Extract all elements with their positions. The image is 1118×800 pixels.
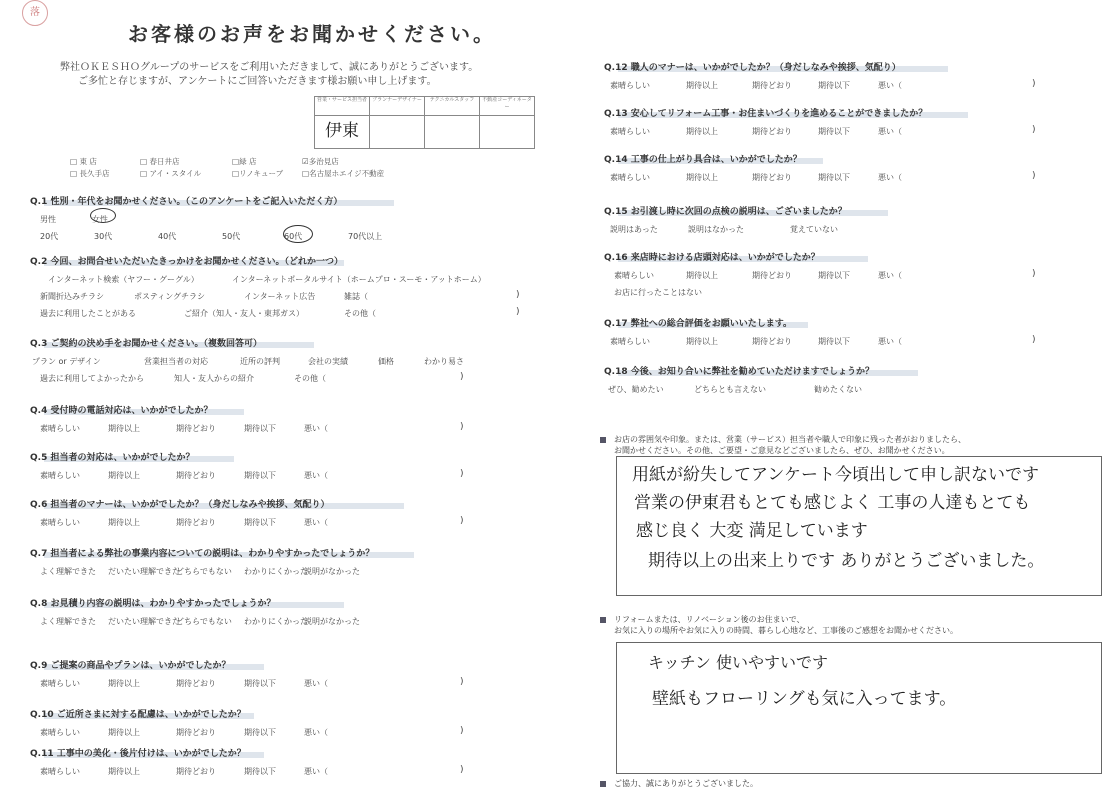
- left-q9-option-0-4[interactable]: 悪い（: [304, 728, 328, 737]
- staff-value-realestate: [480, 116, 535, 149]
- store-tajimi[interactable]: ☑多治見店: [302, 157, 339, 166]
- left-q1-option-2-2[interactable]: その他（: [344, 309, 376, 318]
- right-q4-option-1-0[interactable]: お店に行ったことはない: [614, 288, 702, 297]
- left-q9-option-0-3[interactable]: 期待以下: [244, 728, 276, 737]
- right-q1-option-0-3[interactable]: 期待以下: [818, 127, 850, 136]
- left-q7-option-0-3[interactable]: わかりにくかった: [244, 617, 308, 626]
- left-q7-option-0-4[interactable]: 説明がなかった: [304, 617, 360, 626]
- left-q5-option-0-1[interactable]: 期待以上: [108, 518, 140, 527]
- right-label-5: Q.17 弊社への総合評価をお願いいたします。: [604, 319, 793, 329]
- right-label-0: Q.12 職人のマナーは、いかがでしたか？（身だしなみや挨拶、気配り）: [604, 63, 901, 73]
- right-q4-option-0-2[interactable]: 期待どおり: [752, 271, 792, 280]
- comment-2-line-1: キッチン 使いやすいです: [648, 653, 828, 672]
- left-q9-option-0-1[interactable]: 期待以上: [108, 728, 140, 737]
- store-kasugai[interactable]: □ 春日井店: [140, 157, 180, 166]
- left-q0-option-1-0[interactable]: 20代: [40, 232, 59, 241]
- left-label-2: Q.3 ご契約の決め手をお聞かせください。（複数回答可）: [30, 339, 262, 349]
- bullet-square-icon: [600, 437, 606, 443]
- staff-value-technical: [425, 116, 480, 149]
- comment-prompt-2: リフォームまたは、リノベーション後のお住まいで、 お気に入りの場所やお気に入りの時間、暮らし心地など、工事後のご感想をお聞かせください。: [600, 614, 958, 636]
- thanks-note: ご協力、誠にありがとうございました。: [600, 778, 758, 789]
- right-q1-option-0-2[interactable]: 期待どおり: [752, 127, 792, 136]
- right-q3-option-0-2[interactable]: 覚えていない: [790, 225, 838, 234]
- staff-header-realestate: 不動産コーディネーター: [480, 97, 535, 116]
- left-q2-option-0-2[interactable]: 近所の評判: [240, 357, 280, 366]
- left-q10-close-paren-0: ): [460, 765, 464, 775]
- page-title: お客様のお声をお聞かせください。: [128, 22, 496, 46]
- comment-1-line-2: 営業の伊東君もとても感じよく 工事の人達もとても: [634, 493, 1031, 513]
- left-q5-close-paren-0: ): [460, 516, 464, 526]
- intro-line-1: 弊社ＯＫＥＳＨＯグループのサービスをご利用いただきまして、誠にありがとうございます。: [60, 62, 479, 73]
- staff-value-sales: 伊東: [315, 116, 370, 149]
- right-q1-option-0-4[interactable]: 悪い（: [878, 127, 902, 136]
- right-q5-option-0-3[interactable]: 期待以下: [818, 337, 850, 346]
- left-q0-option-1-4[interactable]: 60代: [284, 232, 303, 241]
- right-q1-close-paren-0: ): [1032, 125, 1036, 135]
- left-q6-option-0-0[interactable]: よく理解できた: [40, 567, 96, 576]
- left-q9-option-0-0[interactable]: 素晴らしい: [40, 728, 80, 737]
- left-q2-option-1-0[interactable]: 過去に利用してよかったから: [40, 374, 144, 383]
- left-q1-option-1-0[interactable]: 新聞折込みチラシ: [40, 292, 104, 301]
- comment-2-line-2: 壁紙もフローリングも気に入ってます。: [652, 689, 957, 709]
- right-q2-option-0-1[interactable]: 期待以上: [686, 173, 718, 182]
- left-q10-option-0-3[interactable]: 期待以下: [244, 767, 276, 776]
- left-q5-option-0-2[interactable]: 期待どおり: [176, 518, 216, 527]
- right-q4-option-0-3[interactable]: 期待以下: [818, 271, 850, 280]
- left-q2-option-0-1[interactable]: 営業担当者の対応: [144, 357, 208, 366]
- left-q2-option-1-2[interactable]: その他（: [294, 374, 326, 383]
- left-q3-option-0-3[interactable]: 期待以下: [244, 424, 276, 433]
- left-q6-option-0-1[interactable]: だいたい理解できた: [108, 567, 180, 576]
- left-q4-option-0-3[interactable]: 期待以下: [244, 471, 276, 480]
- left-q4-option-0-0[interactable]: 素晴らしい: [40, 471, 80, 480]
- right-q3-option-0-1[interactable]: 説明はなかった: [688, 225, 744, 234]
- right-q4-option-0-0[interactable]: 素晴らしい: [614, 271, 654, 280]
- right-q5-option-0-2[interactable]: 期待どおり: [752, 337, 792, 346]
- store-midori[interactable]: □緑 店: [232, 157, 257, 166]
- bullet-square-icon: [600, 781, 606, 787]
- store-nagoya-realestate[interactable]: □名古屋ホエイジ不動産: [302, 169, 385, 178]
- left-q5-option-0-4[interactable]: 悪い（: [304, 518, 328, 527]
- left-q2-option-1-1[interactable]: 知人・友人からの紹介: [174, 374, 254, 383]
- right-q0-option-0-3[interactable]: 期待以下: [818, 81, 850, 90]
- left-label-6: Q.7 担当者による弊社の事業内容についての説明は、わかりやすかったでしょうか？: [30, 549, 375, 559]
- left-q3-option-0-1[interactable]: 期待以上: [108, 424, 140, 433]
- right-q0-option-0-0[interactable]: 素晴らしい: [610, 81, 650, 90]
- right-q5-close-paren-0: ): [1032, 335, 1036, 345]
- left-q0-option-0-0[interactable]: 男性: [40, 215, 56, 224]
- right-label-2: Q.14 工事の仕上がり具合は、いかがでしたか？: [604, 155, 802, 165]
- staff-header-sales: 営業・サービス担当者: [315, 97, 370, 116]
- right-label-4: Q.16 来店時における店頭対応は、いかがでしたか？: [604, 253, 820, 263]
- left-q6-option-0-4[interactable]: 説明がなかった: [304, 567, 360, 576]
- staff-table: [314, 96, 535, 149]
- left-label-4: Q.5 担当者の対応は、いかがでしたか？: [30, 453, 195, 463]
- right-q2-option-0-3[interactable]: 期待以下: [818, 173, 850, 182]
- right-q1-option-0-1[interactable]: 期待以上: [686, 127, 718, 136]
- left-label-10: Q.11 工事中の美化・後片付けは、いかがでしたか？: [30, 749, 246, 759]
- right-label-3: Q.15 お引渡し時に次回の点検の説明は、ございましたか？: [604, 207, 847, 217]
- left-q7-option-0-1[interactable]: だいたい理解できた: [108, 617, 180, 626]
- left-q10-option-0-4[interactable]: 悪い（: [304, 767, 328, 776]
- right-q6-option-0-0[interactable]: ぜひ、勧めたい: [608, 385, 664, 394]
- left-q2-close-paren-1: ): [460, 372, 464, 382]
- left-q7-option-0-0[interactable]: よく理解できた: [40, 617, 96, 626]
- left-q4-option-0-2[interactable]: 期待どおり: [176, 471, 216, 480]
- left-q2-option-0-3[interactable]: 会社の実績: [308, 357, 348, 366]
- left-q5-option-0-0[interactable]: 素晴らしい: [40, 518, 80, 527]
- staff-header-planner: プランナーデザイナー: [370, 97, 425, 116]
- right-q2-option-0-0[interactable]: 素晴らしい: [610, 173, 650, 182]
- right-q5-option-0-4[interactable]: 悪い（: [878, 337, 902, 346]
- right-q5-option-0-0[interactable]: 素晴らしい: [610, 337, 650, 346]
- right-q5-option-0-1[interactable]: 期待以上: [686, 337, 718, 346]
- right-q6-option-0-2[interactable]: 勧めたくない: [814, 385, 862, 394]
- left-q0-option-1-5[interactable]: 70代以上: [348, 232, 383, 241]
- left-q8-option-0-0[interactable]: 素晴らしい: [40, 679, 80, 688]
- store-nagakute[interactable]: □ 長久手店: [70, 169, 110, 178]
- bullet-square-icon: [600, 617, 606, 623]
- left-q2-option-0-0[interactable]: プラン or デザイン: [32, 357, 101, 366]
- left-q1-option-2-0[interactable]: 過去に利用したことがある: [40, 309, 136, 318]
- right-q0-option-0-1[interactable]: 期待以上: [686, 81, 718, 90]
- comment-prompt-1: お店の雰囲気や印象。または、営業（サービス）担当者や職人で印象に残った者がおりましたら、 お聞かせください。その他、ご要望・ご意見などございましたら、ぜひ、お聞かせください。: [600, 434, 966, 456]
- left-q9-close-paren-0: ): [460, 726, 464, 736]
- left-q8-option-0-1[interactable]: 期待以上: [108, 679, 140, 688]
- left-q10-option-0-2[interactable]: 期待どおり: [176, 767, 216, 776]
- left-q0-option-0-1[interactable]: 女性: [92, 215, 108, 224]
- left-q1-option-1-3[interactable]: 雑誌（: [344, 292, 368, 301]
- left-q2-option-0-5[interactable]: わかり易さ: [424, 357, 464, 366]
- left-q1-option-0-0[interactable]: インターネット検索（ヤフー・グーグル）: [48, 275, 199, 284]
- right-q0-option-0-2[interactable]: 期待どおり: [752, 81, 792, 90]
- right-q4-close-paren-0: ): [1032, 269, 1036, 279]
- left-label-7: Q.8 お見積り内容の説明は、わかりやすかったでしょうか？: [30, 599, 276, 609]
- left-q1-option-0-1[interactable]: インターネットポータルサイト（ホームプロ・スーモ・アットホーム）: [232, 275, 486, 284]
- comment-1-line-4: 期待以上の出来上りです ありがとうございました。: [648, 551, 1045, 571]
- right-q4-option-0-1[interactable]: 期待以上: [686, 271, 718, 280]
- left-q8-option-0-3[interactable]: 期待以下: [244, 679, 276, 688]
- left-q1-close-paren-2: ): [516, 307, 520, 317]
- right-q4-option-0-4[interactable]: 悪い（: [878, 271, 902, 280]
- left-q0-option-1-3[interactable]: 50代: [222, 232, 241, 241]
- comment-1-line-3: 感じ良く 大変 満足しています: [636, 521, 868, 541]
- left-label-3: Q.4 受付時の電話対応は、いかがでしたか？: [30, 406, 213, 416]
- left-q4-option-0-1[interactable]: 期待以上: [108, 471, 140, 480]
- right-label-1: Q.13 安心してリフォーム工事・お住まいづくりを進めることができましたか？: [604, 109, 928, 119]
- left-q3-option-0-4[interactable]: 悪い（: [304, 424, 328, 433]
- left-q3-close-paren-0: ): [460, 422, 464, 432]
- left-label-9: Q.10 ご近所さまに対する配慮は、いかがでしたか？: [30, 710, 246, 720]
- store-higashi[interactable]: □ 東 店: [70, 157, 97, 166]
- right-q0-option-0-4[interactable]: 悪い（: [878, 81, 902, 90]
- left-q1-close-paren-1: ): [516, 290, 520, 300]
- right-q6-option-0-1[interactable]: どちらとも言えない: [694, 385, 766, 394]
- stamp-seal: 落: [22, 0, 48, 26]
- left-q6-option-0-3[interactable]: わかりにくかった: [244, 567, 308, 576]
- answer-mark-q1-gender: [90, 208, 116, 223]
- left-label-0: Q.1 性別・年代をお聞かせください。（このアンケートをご記入いただく方）: [30, 197, 343, 207]
- left-q5-option-0-3[interactable]: 期待以下: [244, 518, 276, 527]
- right-q2-close-paren-0: ): [1032, 171, 1036, 181]
- left-q3-option-0-0[interactable]: 素晴らしい: [40, 424, 80, 433]
- left-q10-option-0-1[interactable]: 期待以上: [108, 767, 140, 776]
- right-q3-option-0-0[interactable]: 説明はあった: [610, 225, 658, 234]
- right-q0-close-paren-0: ): [1032, 79, 1036, 89]
- left-q8-close-paren-0: ): [460, 677, 464, 687]
- right-label-6: Q.18 今後、お知り合いに弊社を勧めていただけますでしょうか？: [604, 367, 874, 377]
- left-label-1: Q.2 今回、お問合せいただいたきっかけをお聞かせください。（どれか一つ）: [30, 257, 343, 267]
- left-q1-option-1-1[interactable]: ポスティングチラシ: [134, 292, 206, 301]
- left-q0-option-1-2[interactable]: 40代: [158, 232, 177, 241]
- right-q2-option-0-2[interactable]: 期待どおり: [752, 173, 792, 182]
- left-q4-close-paren-0: ): [460, 469, 464, 479]
- left-q3-option-0-2[interactable]: 期待どおり: [176, 424, 216, 433]
- left-label-8: Q.9 ご提案の商品やプランは、いかがでしたか？: [30, 661, 231, 671]
- intro-line-2: ご多忙と存じますが、アンケートにご回答いただきます様お願い申し上げます。: [78, 76, 437, 87]
- left-q8-option-0-2[interactable]: 期待どおり: [176, 679, 216, 688]
- left-q8-option-0-4[interactable]: 悪い（: [304, 679, 328, 688]
- staff-value-planner: [370, 116, 425, 149]
- left-q9-option-0-2[interactable]: 期待どおり: [176, 728, 216, 737]
- answer-mark-q1-age: [283, 225, 313, 243]
- left-q4-option-0-4[interactable]: 悪い（: [304, 471, 328, 480]
- staff-header-technical: テクニカルスタッフ: [425, 97, 480, 116]
- right-q2-option-0-4[interactable]: 悪い（: [878, 173, 902, 182]
- left-q2-option-0-4[interactable]: 価格: [378, 357, 394, 366]
- left-q0-option-1-1[interactable]: 30代: [94, 232, 113, 241]
- left-label-5: Q.6 担当者のマナーは、いかがでしたか？（身だしなみや挨拶、気配り）: [30, 500, 330, 510]
- store-renocube[interactable]: □リノキューブ: [232, 169, 284, 178]
- left-q1-option-2-1[interactable]: ご紹介（知人・友人・東邦ガス）: [184, 309, 304, 318]
- right-q1-option-0-0[interactable]: 素晴らしい: [610, 127, 650, 136]
- store-istyle[interactable]: □ アイ・スタイル: [140, 169, 202, 178]
- comment-1-line-1: 用紙が紛失してアンケート今頃出して申し訳ないです: [632, 465, 1039, 485]
- left-q10-option-0-0[interactable]: 素晴らしい: [40, 767, 80, 776]
- left-q1-option-1-2[interactable]: インターネット広告: [244, 292, 316, 301]
- left-q7-option-0-2[interactable]: どちらでもない: [176, 617, 232, 626]
- left-q6-option-0-2[interactable]: どちらでもない: [176, 567, 232, 576]
